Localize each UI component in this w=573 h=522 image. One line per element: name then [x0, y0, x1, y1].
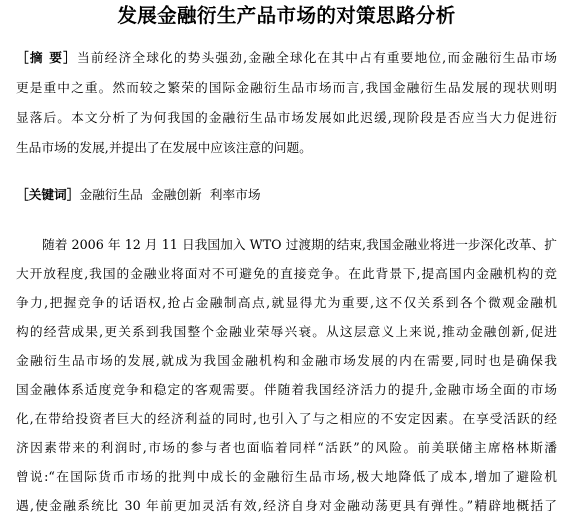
- body-line-7: 化,在带给投资者巨大的经济利益的同时,也引入了与之相应的不安定因素。在享受活跃的经: [16, 411, 557, 426]
- keywords-text: 金融衍生品 金融创新 利率市场: [79, 187, 261, 202]
- abstract-label: ［摘 要］: [16, 50, 77, 65]
- body-line-3: 争力,把握竞争的话语权,抢占金融制高点,就显得尤为重要,这不仅关系到各个微观金融机: [16, 295, 557, 310]
- keywords-label: ［关键词］: [16, 187, 80, 202]
- body-line-8: 济因素带来的利润时,市场的参与者也面临着同样“活跃”的风险。前美联储主席格林斯潘: [16, 440, 557, 455]
- body-line-4: 构的经营成果,更关系到我国整个金融业荣辱兴衰。从这层意义上来说,推动金融创新,促进: [16, 324, 557, 339]
- body-line-10: 遇,使金融系统比 30 年前更加灵活有效,经济自身对金融动荡更具有弹性。”精辟地概括了: [16, 498, 557, 513]
- abstract-line-3: 显落后。本文分析了为何我国的金融衍生品市场发展如此迟缓,现阶段是否应当大力促进衍: [16, 110, 557, 125]
- document-title: 发展金融衍生产品市场的对策思路分析: [117, 4, 456, 27]
- body-line-5: 金融衍生品市场的发展,就成为我国金融机构和金融市场发展的内在需要,同时也是确保我: [16, 353, 557, 368]
- body-line-2: 大开放程度,我国的金融业将面对不可避免的直接竞争。在此背景下,提高国内金融机构的竞: [16, 266, 557, 281]
- abstract-line-4: 生品市场的发展,并提出了在发展中应该注意的问题。: [16, 140, 312, 155]
- body-line-9: 曾说:“在国际货币市场的批判中成长的金融衍生品市场,极大地降低了成本,增加了避险机: [16, 469, 557, 484]
- keywords-line: [16, 186, 557, 204]
- body-line-6: 国金融体系适度竞争和稳定的客观需要。伴随着我国经济活力的提升,金融市场全面的市场: [16, 382, 557, 397]
- abstract-line-2: 更是重中之重。然而较之繁荣的国际金融衍生品市场而言,我国金融衍生品发展的现状则明: [16, 80, 557, 95]
- abstract-line-1: [16, 49, 557, 67]
- body-line-1: 随着 2006 年 12 月 11 日我国加入 WTO 过渡期的结束,我国金融业将进一步深化改革、扩: [42, 237, 557, 252]
- abstract-text-1: 当前经济全球化的势头强劲,金融全球化在其中占有重要地位,而金融衍生品市场: [76, 50, 557, 65]
